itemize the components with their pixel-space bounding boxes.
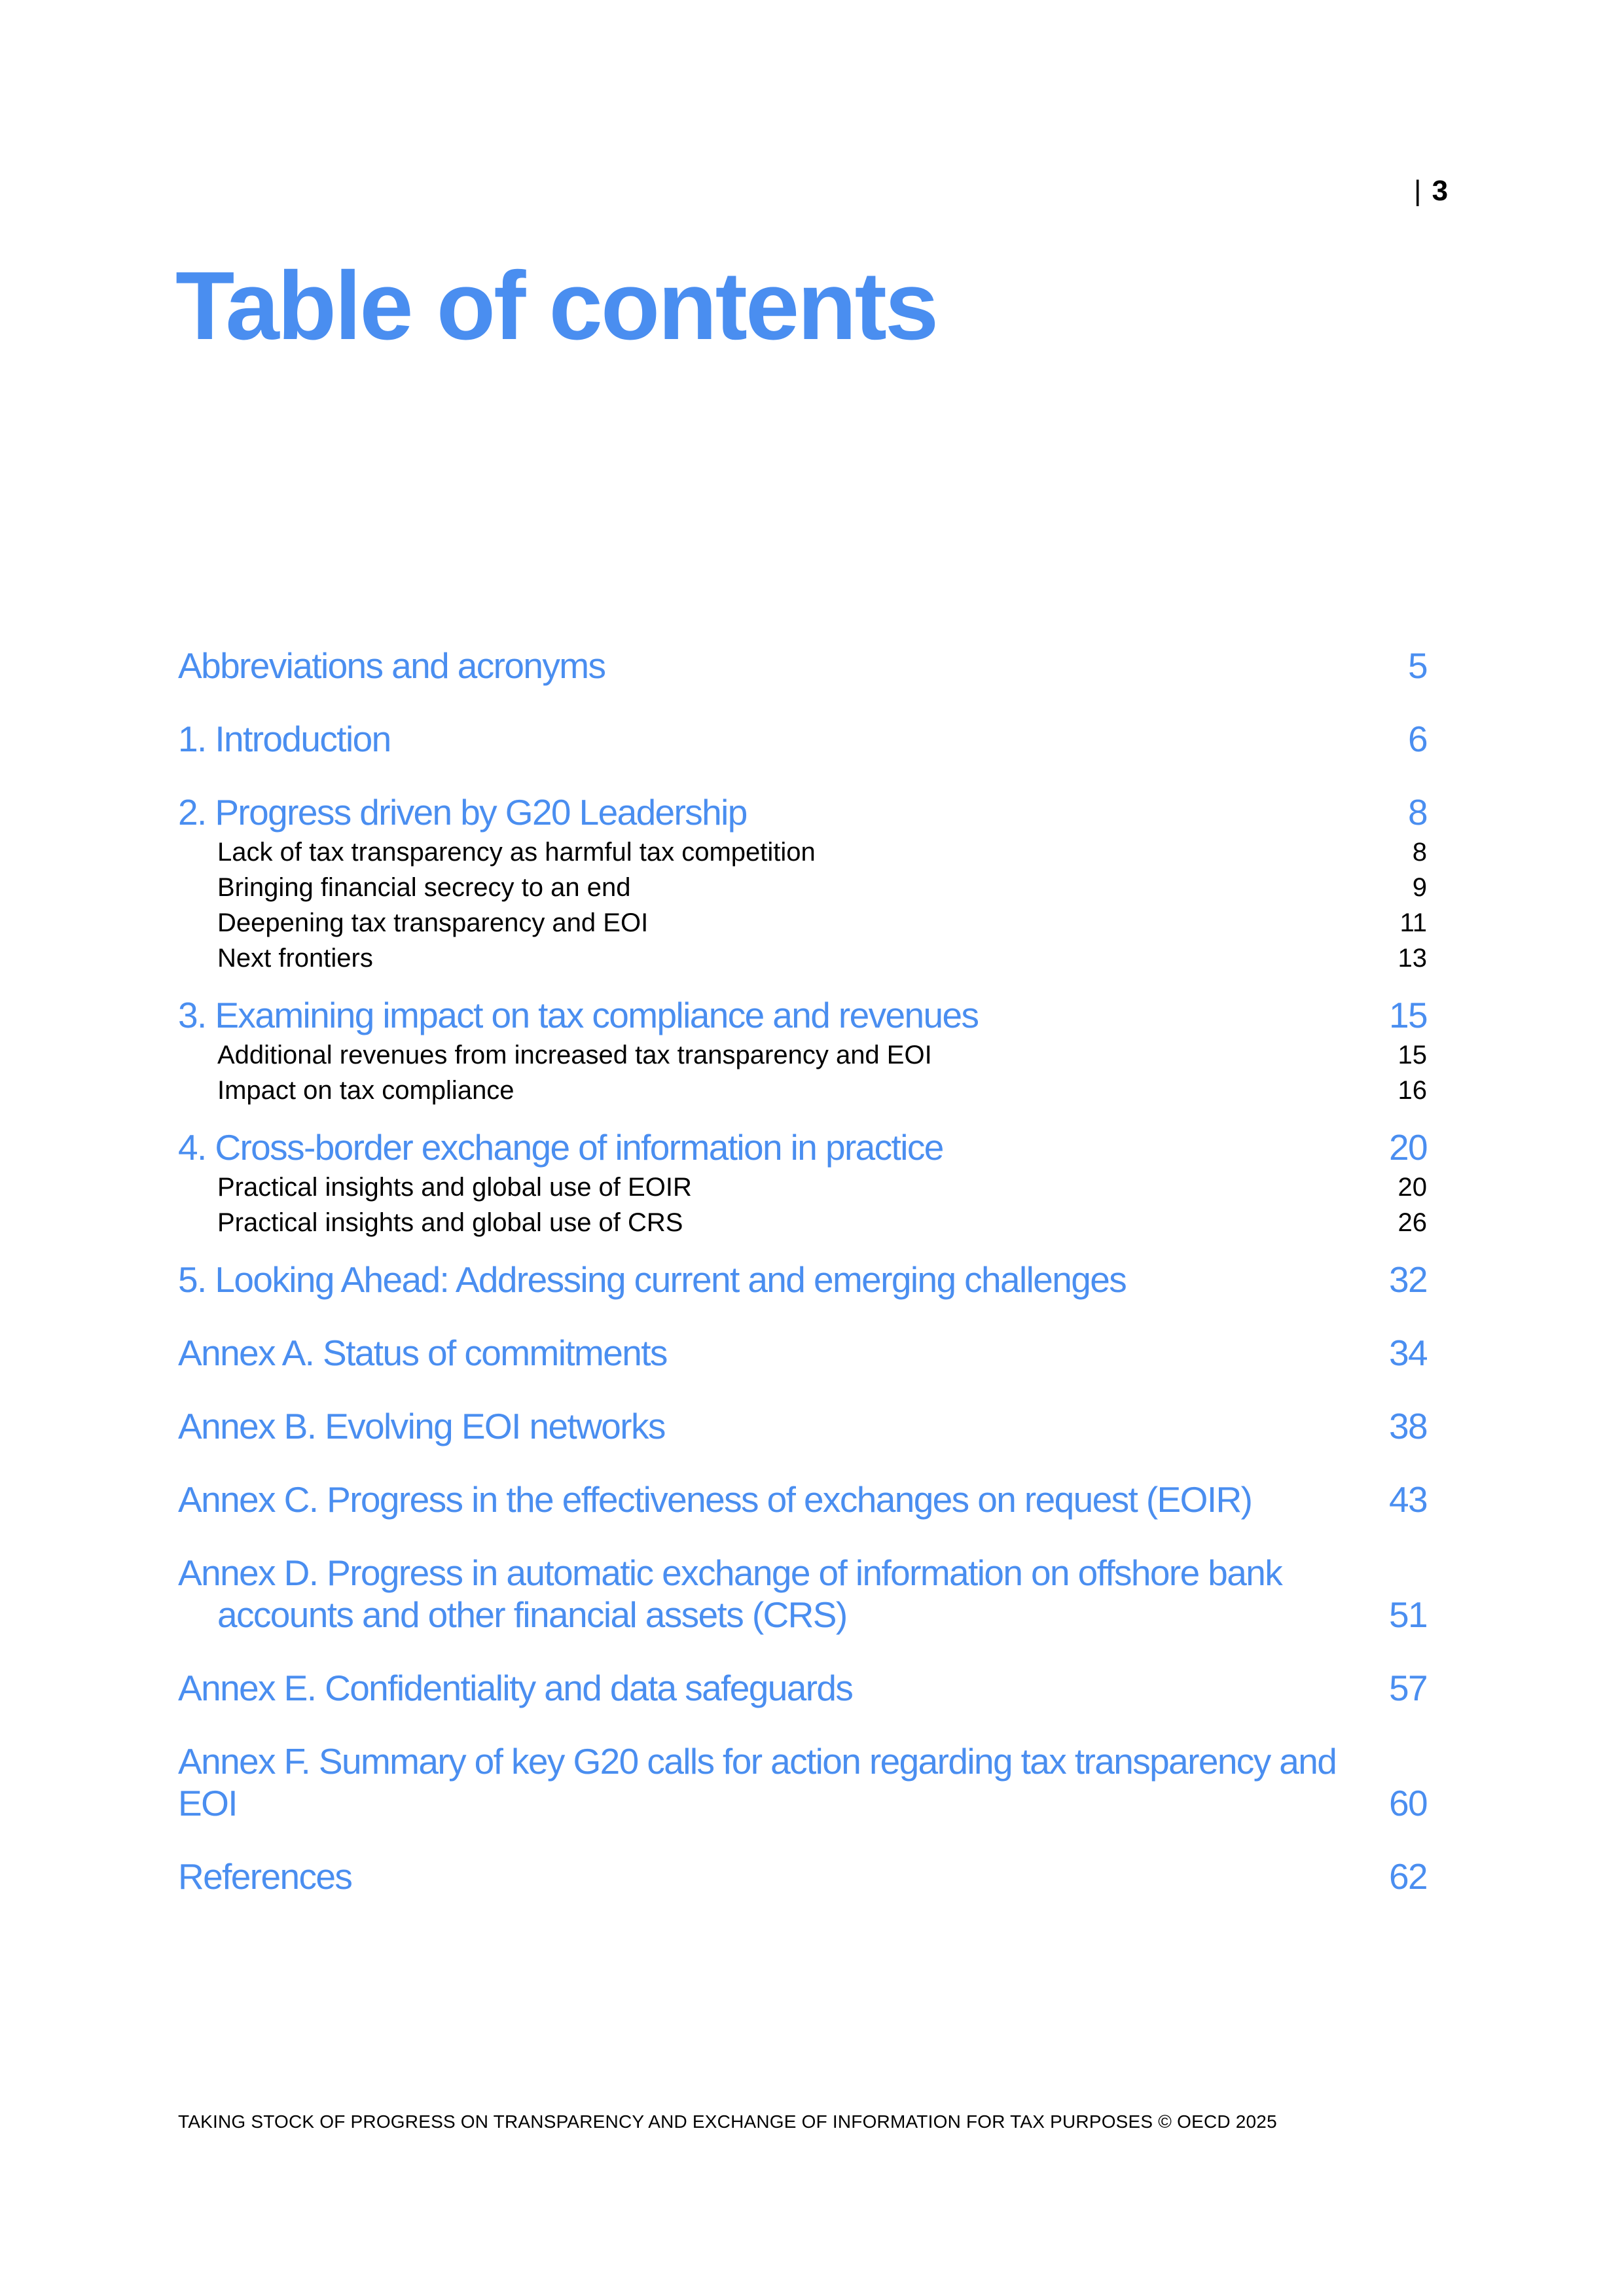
toc-entry-page: 43 — [1389, 1479, 1427, 1520]
toc-section — [178, 1856, 1427, 1897]
toc-section — [178, 645, 1427, 718]
toc-section — [178, 1552, 1427, 1667]
toc-subentry-link[interactable] — [178, 870, 1427, 905]
page-title: Table of contents — [175, 252, 937, 360]
toc-entry-link[interactable] — [178, 791, 1427, 833]
toc-subentry-page: 11 — [1399, 908, 1427, 937]
toc-subentry-page: 13 — [1398, 944, 1427, 973]
header-separator: | — [1414, 175, 1422, 207]
toc-subentry-label: Lack of tax transparency as harmful tax competition — [217, 838, 816, 867]
toc-entry-label: Annex E. Confidentiality and data safeguards — [178, 1668, 853, 1708]
toc-subentry-label: Bringing financial secrecy to an end — [217, 873, 631, 902]
toc-entry-page: 5 — [1408, 645, 1427, 686]
toc-entry-link[interactable] — [178, 1552, 1427, 1636]
toc-entry-label: 5. Looking Ahead: Addressing current and emerging challenges — [178, 1259, 1127, 1300]
toc-subentry-page: 26 — [1398, 1208, 1427, 1237]
toc-entry-link[interactable] — [178, 1856, 1427, 1897]
toc-entry-page: 57 — [1389, 1668, 1427, 1708]
toc-subentry-label: Next frontiers — [217, 944, 373, 973]
page-number: 3 — [1432, 175, 1449, 207]
toc-entry-label: Annex F. Summary of key G20 calls for action regarding tax transparency and EOI — [178, 1741, 1337, 1823]
toc-entry-link[interactable] — [178, 1405, 1427, 1447]
toc-subentry-page: 9 — [1412, 873, 1427, 902]
toc-entry-page: 15 — [1389, 995, 1427, 1035]
toc-subentry-link[interactable] — [178, 941, 1427, 976]
toc-section — [178, 1332, 1427, 1405]
toc-section — [178, 1405, 1427, 1479]
toc-section — [178, 791, 1427, 994]
toc-entry-label: Annex C. Progress in the effectiveness of exchanges on request (EOIR) — [178, 1479, 1252, 1520]
toc-entry-label: References — [178, 1856, 352, 1897]
toc-subentry-link[interactable] — [178, 905, 1427, 941]
toc-subentry-page: 8 — [1412, 838, 1427, 867]
toc-entry-label: Abbreviations and acronyms — [178, 645, 605, 686]
toc-subentry-link[interactable] — [178, 1205, 1427, 1240]
toc-subentry-link[interactable] — [178, 1073, 1427, 1108]
toc-entry-page: 6 — [1408, 719, 1427, 759]
toc-entry-label: 2. Progress driven by G20 Leadership — [178, 792, 747, 833]
toc-entry-link[interactable] — [178, 1479, 1427, 1520]
toc-subentry-label: Impact on tax compliance — [217, 1076, 514, 1105]
toc-section — [178, 1126, 1427, 1259]
toc-entry-link[interactable] — [178, 718, 1427, 760]
toc-entry-link[interactable] — [178, 1126, 1427, 1168]
toc-entry-label: 3. Examining impact on tax compliance and revenues — [178, 995, 979, 1035]
toc-section — [178, 994, 1427, 1126]
toc-entry-link[interactable] — [178, 1332, 1427, 1374]
toc-entry-page: 20 — [1389, 1127, 1427, 1168]
toc-entry-link[interactable] — [178, 1259, 1427, 1300]
toc-subentry-page: 20 — [1398, 1173, 1427, 1202]
toc-entry-label: Annex D. Progress in automatic exchange of information on offshore bank accounts and other financial assets (CRS) — [178, 1552, 1282, 1635]
toc-entry-link[interactable] — [178, 1667, 1427, 1709]
toc-entry-page: 34 — [1389, 1333, 1427, 1373]
page-number-header — [1414, 171, 1448, 211]
toc-entry-label: 1. Introduction — [178, 719, 391, 759]
toc-section — [178, 1740, 1427, 1856]
page-footer: TAKING STOCK OF PROGRESS ON TRANSPARENCY AND EXCHANGE OF INFORMATION FOR TAX PURPOSES © OECD 2025 — [178, 2111, 1277, 2132]
toc-entry-link[interactable] — [178, 645, 1427, 687]
toc-entry-page: 60 — [1389, 1783, 1427, 1823]
toc-entry-link[interactable] — [178, 994, 1427, 1036]
toc-entry-label: Annex A. Status of commitments — [178, 1333, 667, 1373]
toc-entry-page: 62 — [1389, 1856, 1427, 1897]
toc-section — [178, 1259, 1427, 1332]
toc-entry-page: 51 — [1389, 1594, 1427, 1635]
toc-section — [178, 1667, 1427, 1740]
toc-entry-page: 38 — [1389, 1406, 1427, 1446]
toc-subentry-label: Practical insights and global use of EOIR — [217, 1173, 692, 1202]
toc-entry-label: Annex B. Evolving EOI networks — [178, 1406, 665, 1446]
toc-subentry-link[interactable] — [178, 1037, 1427, 1073]
toc-section — [178, 718, 1427, 791]
toc-entry-page: 32 — [1389, 1259, 1427, 1300]
toc-subentry-page: 15 — [1398, 1041, 1427, 1069]
toc-subentry-page: 16 — [1398, 1076, 1427, 1105]
toc-entry-page: 8 — [1408, 792, 1427, 833]
toc-subentry-link[interactable] — [178, 1170, 1427, 1205]
toc-section — [178, 1479, 1427, 1552]
toc-subentry-label: Deepening tax transparency and EOI — [217, 908, 649, 937]
toc-entry-label: 4. Cross-border exchange of information in practice — [178, 1127, 943, 1168]
toc-entry-link[interactable] — [178, 1740, 1427, 1824]
toc-subentry-label: Practical insights and global use of CRS — [217, 1208, 683, 1237]
toc-subentry-label: Additional revenues from increased tax transparency and EOI — [217, 1041, 932, 1069]
table-of-contents — [178, 645, 1427, 1897]
toc-subentry-link[interactable] — [178, 834, 1427, 870]
